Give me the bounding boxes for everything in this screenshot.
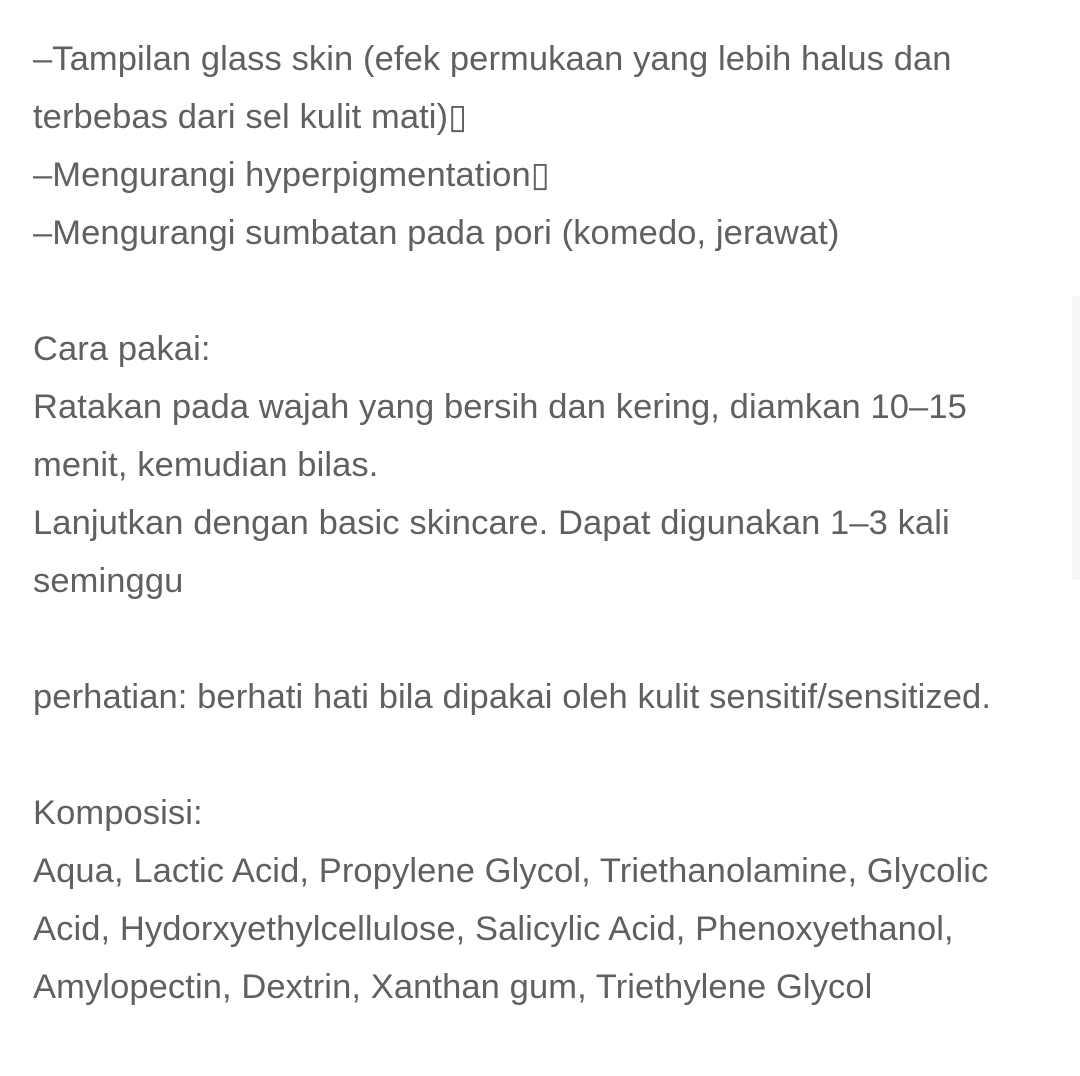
scrollbar-track[interactable] [1072,296,1080,580]
composition-line: Acid, Hydorxyethylcellulose, Salicylic Acid, Phenoxyethanol, [33,910,954,948]
usage-line: Ratakan pada wajah yang bersih dan kering, diamkan 10–15 [33,388,967,426]
benefit-line: –Tampilan glass skin (efek permukaan yang lebih halus dan [33,40,952,78]
usage-line: Lanjutkan dengan basic skincare. Dapat digunakan 1–3 kali [33,504,950,542]
composition-line: Amylopectin, Dextrin, Xanthan gum, Triethylene Glycol [33,968,873,1006]
benefit-line: –Mengurangi hyperpigmentation▯ [33,156,550,194]
composition-heading: Komposisi: [33,794,203,832]
spacer [33,262,1063,320]
usage-line: seminggu [33,562,184,600]
benefit-line: –Mengurangi sumbatan pada pori (komedo, jerawat) [33,214,840,252]
warning-text: perhatian: berhati hati bila dipakai oleh kulit sensitif/sensitized. [33,678,992,716]
spacer [33,610,1063,668]
benefit-line: terbebas dari sel kulit mati)▯ [33,98,468,136]
usage-line: menit, kemudian bilas. [33,446,379,484]
spacer [33,726,1063,784]
composition-line: Aqua, Lactic Acid, Propylene Glycol, Triethanolamine, Glycolic [33,852,989,890]
usage-heading: Cara pakai: [33,330,211,368]
product-description [33,30,1063,1016]
